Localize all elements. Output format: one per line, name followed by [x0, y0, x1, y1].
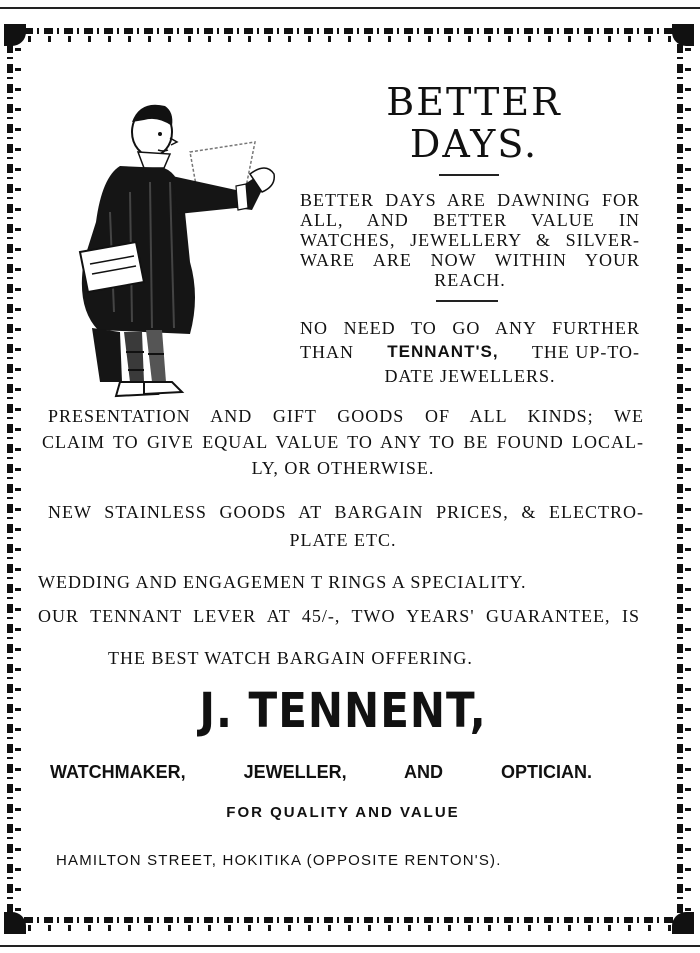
town-crier-figure-icon	[40, 82, 280, 412]
ornamental-border-top	[4, 24, 694, 44]
divider	[439, 174, 499, 176]
divider	[436, 300, 498, 302]
address-line: HAMILTON STREET, HOKITIKA (OPPOSITE RENTON'S).	[56, 852, 502, 869]
lever-line-1: OUR TENNANT LEVER AT 45/-, TWO YEARS' GUARANTEE, IS	[38, 606, 640, 626]
further-line-1: NO NEED TO GO ANY FURTHER	[300, 318, 640, 338]
intro-line-4: WARE ARE NOW WITHIN YOUR	[300, 250, 640, 270]
further-line-3: DATE JEWELLERS.	[384, 366, 556, 386]
presentation-line-3: LY, OR OTHERWISE.	[251, 458, 435, 478]
page-top-rule	[0, 7, 700, 9]
intro-line-5: REACH.	[434, 270, 506, 290]
intro-line-2: ALL, AND BETTER VALUE IN	[300, 210, 640, 230]
further-line-2	[300, 342, 640, 363]
stainless-line-2: PLATE ETC.	[289, 530, 397, 550]
presentation-line-1: PRESENTATION AND GIFT GOODS OF ALL KINDS; WE	[48, 406, 644, 426]
ornamental-border-left	[4, 24, 24, 934]
presentation-line-2: CLAIM TO GIVE EQUAL VALUE TO ANY TO BE FOUND LOCAL-	[42, 432, 644, 452]
headline-days: DAYS.	[409, 122, 539, 166]
business-name: J. TENNENT,	[199, 682, 487, 739]
ornamental-border-bottom	[4, 914, 694, 934]
wedding-line: WEDDING AND ENGAGEMEN T RINGS A SPECIALITY.	[38, 572, 527, 592]
further-up-to: THE UP-TO-	[531, 342, 640, 362]
trades-line: WATCHMAKER, JEWELLER, AND OPTICIAN.	[50, 762, 592, 782]
page-bottom-rule	[0, 945, 700, 947]
border-corner-bottom-right	[672, 912, 694, 934]
ornamental-border-right	[674, 24, 694, 934]
brand-tennants: TENNANT'S,	[387, 342, 499, 361]
intro-line-1: BETTER DAYS ARE DAWNING FOR	[300, 190, 640, 210]
quality-line: FOR QUALITY AND VALUE	[226, 804, 460, 821]
further-than: THAN	[300, 342, 354, 362]
intro-line-3: WATCHES, JEWELLERY & SILVER-	[300, 230, 640, 250]
headline-better: BETTER	[386, 80, 562, 124]
lever-line-2: THE BEST WATCH BARGAIN OFFERING.	[108, 648, 473, 668]
stainless-line-1: NEW STAINLESS GOODS AT BARGAIN PRICES, & ELECTRO-	[48, 502, 644, 522]
advertisement	[4, 24, 694, 934]
